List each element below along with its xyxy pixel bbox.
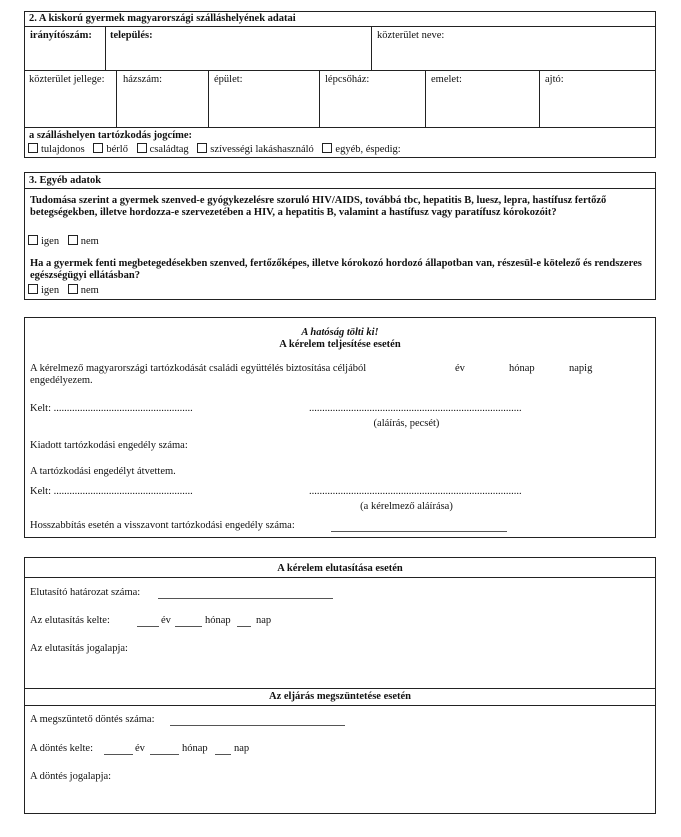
divider	[24, 688, 656, 689]
rejection-month-input[interactable]	[175, 626, 202, 627]
termination-legal-basis-label: A döntés jogalapja:	[30, 771, 112, 782]
q1-no[interactable]: nem	[68, 236, 99, 247]
signature-stamp-caption: (aláírás, pecsét)	[373, 418, 440, 429]
rejection-year: év	[161, 615, 171, 626]
divider	[539, 70, 540, 127]
settlement-label: település:	[110, 30, 153, 41]
checkbox[interactable]	[28, 143, 38, 153]
street-name-label: közterület neve:	[377, 30, 445, 41]
rejection-decision-number-input[interactable]	[158, 598, 333, 599]
rejection-decision-number-label: Elutasító határozat száma:	[30, 587, 141, 598]
termination-month-input[interactable]	[150, 754, 179, 755]
q2-yes[interactable]: igen	[28, 285, 59, 296]
checkbox[interactable]	[93, 143, 103, 153]
rejection-month: hónap	[205, 615, 231, 626]
termination-month: hónap	[182, 743, 208, 754]
checkbox[interactable]	[137, 143, 147, 153]
termination-day: nap	[234, 743, 250, 754]
kelt-2[interactable]: Kelt: .....................................................	[30, 486, 193, 497]
postcode-label: irányítószám:	[30, 30, 92, 41]
permit-number-label: Kiadott tartózkodási engedély száma:	[30, 440, 188, 451]
checkbox[interactable]	[28, 284, 38, 294]
building-label: épület:	[214, 74, 243, 85]
divider	[24, 127, 656, 128]
divider	[24, 577, 656, 578]
approval-text-end: engedélyezem.	[30, 375, 93, 386]
checkbox[interactable]	[68, 235, 78, 245]
staircase-label: lépcsőház:	[325, 74, 370, 85]
termination-date-label: A döntés kelte:	[30, 743, 93, 754]
divider	[24, 188, 656, 189]
divider	[208, 70, 209, 127]
option-family-member[interactable]: családtag	[137, 144, 189, 155]
street-type-label: közterület jellege:	[29, 74, 105, 85]
rejection-day-input[interactable]	[237, 626, 251, 627]
extension-input[interactable]	[331, 531, 507, 532]
title-of-residence-label: a szálláshelyen tartózkodás jogcíme:	[29, 130, 193, 141]
section-3-title: 3. Egyéb adatok	[29, 175, 102, 186]
divider	[24, 705, 656, 706]
rejection-date-label: Az elutasítás kelte:	[30, 615, 110, 626]
applicant-signature-caption: (a kérelmező aláírása)	[360, 501, 453, 512]
option-owner[interactable]: tulajdonos	[28, 144, 85, 155]
authority-fill-note: A hatóság tölti ki!	[301, 327, 379, 338]
checkbox[interactable]	[197, 143, 207, 153]
approval-text: A kérelmező magyarországi tartózkodását családi együttélés biztosítása céljából	[30, 363, 367, 374]
received-text: A tartózkodási engedélyt átvettem.	[30, 466, 176, 477]
postcode-field[interactable]	[27, 44, 103, 68]
termination-day-input[interactable]	[215, 754, 231, 755]
door-label: ajtó:	[545, 74, 564, 85]
section-2-title: 2. A kiskorú gyermek magyarországi szálláshelyének adatai	[29, 13, 296, 24]
approval-month: hónap	[509, 363, 535, 374]
rejection-legal-basis-label: Az elutasítás jogalapja:	[30, 643, 128, 654]
checkbox[interactable]	[322, 143, 332, 153]
divider	[116, 70, 117, 127]
termination-decision-number-input[interactable]	[170, 725, 345, 726]
termination-year: év	[135, 743, 145, 754]
option-other[interactable]: egyéb, éspedig:	[322, 144, 400, 155]
option-courtesy-user[interactable]: szívességi lakáshasználó	[197, 144, 314, 155]
question-1-answers	[28, 235, 105, 248]
termination-year-input[interactable]	[104, 754, 133, 755]
divider	[105, 26, 106, 70]
checkbox[interactable]	[28, 235, 38, 245]
question-2: Ha a gyermek fenti megbetegedésekben szenved, fertőzőképes, illetve kórokozó hordozó állapotban van, részesül-e kötelező és rendszeres egészségügyi ellátásban?	[30, 258, 642, 281]
signature-line-1[interactable]: .................................................................................	[309, 403, 522, 414]
divider	[425, 70, 426, 127]
q2-no[interactable]: nem	[68, 285, 99, 296]
residence-options	[28, 143, 407, 156]
question-1: Tudomása szerint a gyermek szenved-e gyógykezelésre szoruló HIV/AIDS, továbbá tbc, hepatitis B, luesz, lepra, hastífusz fertőző betegségekben, illetve hordozza-e szervezetében a HIV, a hepatitis B, valamint a hastífusz vagy paratífusz kórokozóit?	[30, 195, 607, 218]
termination-decision-number-label: A megszüntető döntés száma:	[30, 714, 155, 725]
approval-year: év	[455, 363, 465, 374]
signature-line-2[interactable]: .................................................................................	[309, 486, 522, 497]
question-2-answers	[28, 284, 105, 297]
termination-heading: Az eljárás megszüntetése esetén	[269, 691, 411, 702]
divider	[319, 70, 320, 127]
divider	[24, 70, 656, 71]
option-tenant[interactable]: bérlő	[93, 144, 128, 155]
extension-label: Hosszabbítás esetén a visszavont tartózkodási engedély száma:	[30, 520, 295, 531]
approval-heading: A kérelem teljesítése esetén	[279, 339, 401, 350]
kelt-1[interactable]: Kelt: .....................................................	[30, 403, 193, 414]
q1-yes[interactable]: igen	[28, 236, 59, 247]
divider	[371, 26, 372, 70]
divider	[24, 26, 656, 27]
checkbox[interactable]	[68, 284, 78, 294]
rejection-heading: A kérelem elutasítása esetén	[277, 563, 403, 574]
house-number-label: házszám:	[123, 74, 163, 85]
rejection-year-input[interactable]	[137, 626, 159, 627]
approval-day: napig	[569, 363, 593, 374]
settlement-field[interactable]	[108, 44, 368, 68]
rejection-day: nap	[256, 615, 272, 626]
street-name-field[interactable]	[374, 44, 653, 68]
floor-label: emelet:	[431, 74, 462, 85]
